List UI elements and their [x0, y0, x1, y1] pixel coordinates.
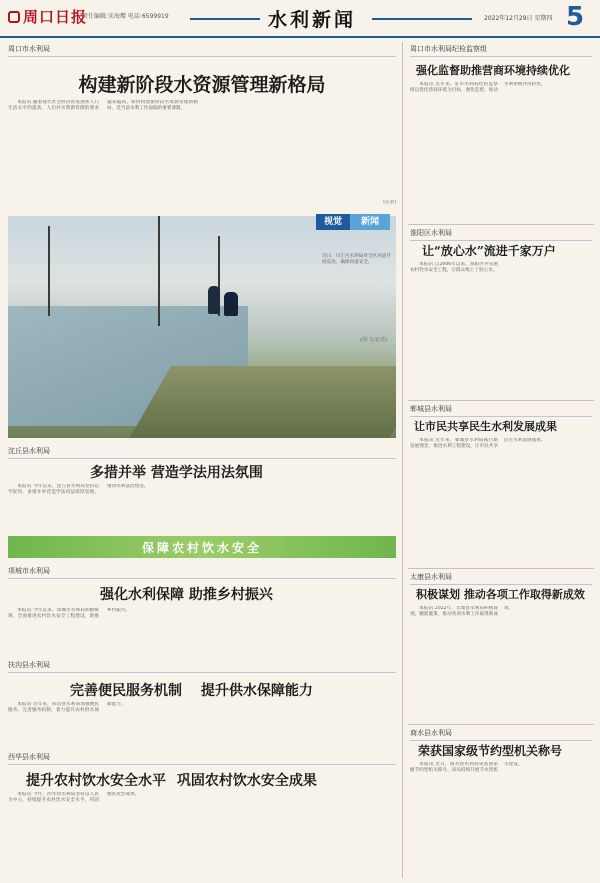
article-body	[410, 82, 592, 222]
section-divider	[408, 400, 594, 401]
logo-text: 周口日报	[23, 8, 88, 26]
article-unit: 沈丘县水利局	[8, 446, 396, 456]
article-title: 积极谋划 推动各项工作取得新成效	[416, 588, 585, 601]
section-divider	[408, 224, 594, 225]
article-unit: 西华县水利局	[8, 752, 396, 762]
lead-body	[8, 100, 396, 210]
article-paragraph: 本报讯 今年，西华县水利局坚持以人民为中心，持续提升农村饮水安全水平，巩固脱贫攻坚成果。	[8, 792, 140, 804]
section-divider	[408, 568, 594, 569]
article-body	[8, 792, 396, 876]
newspaper-logo	[8, 6, 87, 27]
article-paragraph: 本报讯 今年以来，项城市水利局积极统筹，全面推进农村饮水安全工程建设，助推乡村振兴。	[8, 608, 130, 620]
article-title: 强化水利保障 助推乡村振兴	[100, 587, 273, 603]
photo-tree	[48, 226, 50, 316]
article-body	[8, 608, 396, 652]
photo-bank	[125, 366, 396, 438]
article-unit: 淮阳区水利局	[410, 228, 592, 238]
article-title: 让“放心水”流进千家万户	[422, 244, 556, 258]
article-unit: 郸城县水利局	[410, 404, 592, 414]
article-unit: 太康县水利局	[410, 572, 592, 582]
lead-unit: 周口市水利局	[8, 44, 396, 54]
river-photo	[8, 216, 396, 438]
article-title: 荣获国家级节约型机关称号	[418, 744, 563, 758]
article-unit: 周口市水利局纪检监察组	[410, 44, 592, 54]
section-rule-right	[372, 18, 472, 20]
article-paragraph: 本报讯 自2006年以来，淮阳区共实施农村饮水安全工程，让群众喝上了放心水。	[410, 262, 498, 274]
article-body	[8, 702, 396, 746]
article-unit: 扶沟县水利局	[8, 660, 396, 670]
article-body	[410, 438, 592, 568]
banner-text: 保障农村饮水安全	[141, 541, 262, 555]
photo-person	[208, 286, 220, 314]
editor-info: 责任编辑:宋海鹰 电话:6599919	[82, 13, 169, 20]
article-body	[8, 484, 396, 532]
article-paragraph: 本报讯 近年来，扶沟县水利局加强便民服务，完善服务机制，着力提升农村供水保障能力。	[8, 702, 126, 714]
logo-icon	[8, 11, 20, 23]
article-body	[410, 762, 592, 876]
article-title: 完善便民服务机制 提升供水保障能力	[70, 683, 313, 699]
article-title: 让市民共享民生水利发展成果	[414, 420, 557, 433]
photo-tag-right: 新闻	[350, 214, 390, 230]
lead-paragraph: 本报讯 随着现代社会经济的发展和人口生活水平的提高，人们对水资源管理的要求越来越高。如何构建新阶段水资源管理新格局，是当前水利工作面临的重要课题。	[8, 100, 198, 112]
photo-caption: 近日，川汇区水利局对全区河道开展巡查，确保河道安全。	[322, 254, 391, 266]
article-unit: 项城市水利局	[8, 566, 396, 576]
issue-date: 2022年12月29日 星期四	[484, 15, 553, 22]
article-paragraph: 本报讯 近年来，驻市水利局纪检监察组以优化营商环境为目标，强化监督，推动水利系统作风转变。	[410, 82, 546, 94]
photo-tree	[158, 216, 160, 326]
photo-credit: (图·文/记者)	[360, 337, 388, 343]
masthead	[0, 0, 600, 38]
page-number: 5	[566, 2, 585, 32]
article-unit: 商水县水利局	[410, 728, 592, 738]
section-divider	[408, 724, 594, 725]
lead-title: 构建新阶段水资源管理新格局	[78, 74, 326, 96]
article-paragraph: 本报讯 近日，商水县水利局荣获国家级节约型机关称号。该局持续开展节水型机关建设。	[410, 762, 523, 774]
photo-person	[224, 292, 238, 316]
article-body	[410, 262, 592, 400]
photo-tag-left: 视觉	[316, 214, 350, 230]
lead-credit: (记者)	[383, 200, 396, 205]
article-paragraph: 本报讯 近年来，郸城县水利局践行新发展理念，推进水利工程建设，让市民共享民生水利发展成果。	[410, 438, 546, 450]
column-divider	[402, 42, 403, 878]
article-paragraph: 本报讯 2022年，太康县水利局积极谋划，精准施策，推动各项水利工作取得新成效。	[410, 606, 514, 618]
article-title: 多措并举 营造学法用法氛围	[90, 465, 263, 481]
article-title: 强化监督助推营商环境持续优化	[416, 64, 570, 77]
section-title: 水利新闻	[268, 9, 357, 31]
article-title: 提升农村饮水安全水平 巩固农村饮水安全成果	[26, 773, 317, 789]
topic-banner	[8, 536, 396, 558]
article-body	[410, 606, 592, 724]
article-paragraph: 本报讯 今年以来，沈丘县水利局坚持以学促用，多措并举营造学法用法浓厚氛围，推动水利法治建设。	[8, 484, 149, 496]
section-rule-left	[190, 18, 260, 20]
